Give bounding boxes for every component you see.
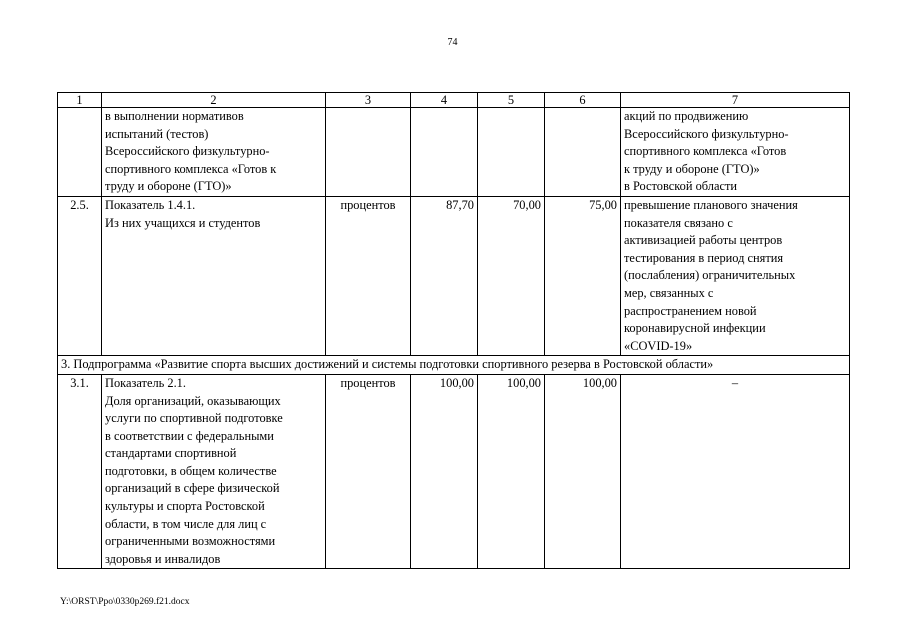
row-number: 3.1. [58,374,102,569]
explanation-cell-line: спортивного комплекса «Готов [624,144,787,159]
value-cell-col4: 100,00 [411,374,478,569]
header-cell: 7 [621,93,850,108]
page-number: 74 [447,37,458,48]
indicator-description [102,374,326,569]
table-body [58,93,850,569]
report-table [57,92,850,569]
indicator-description-line: Из них учащихся и студентов [105,215,261,230]
explanation-cell-line: «COVID-19» [624,338,693,353]
indicator-description-line: культуры и спорта Ростовской [105,499,265,514]
indicator-description-line: Показатель 2.1. [105,375,186,390]
table-row [58,108,850,197]
value-cell-col4: 87,70 [411,196,478,355]
indicator-description-line: Доля организаций, оказывающих [105,393,281,408]
unit-cell [326,108,411,197]
indicator-description-line: организаций в сфере физической [105,481,280,496]
explanation-cell-line: тестирования в период снятия [624,250,784,265]
header-cell: 6 [545,93,621,108]
explanation-cell [621,108,850,197]
value-cell-col6: 75,00 [545,196,621,355]
indicator-description [102,196,326,355]
value-cell-col5 [478,108,545,197]
section-row [58,356,850,375]
indicator-description-line: в соответствии с федеральными [105,428,274,443]
explanation-cell-line: – [731,375,739,390]
indicator-description-line: стандартами спортивной [105,446,237,461]
unit-cell: процентов [326,196,411,355]
explanation-cell-line: коронавирусной инфекции [624,321,766,336]
explanation-cell [621,196,850,355]
explanation-cell-line: показателя связано с [624,215,733,230]
header-cell: 4 [411,93,478,108]
explanation-cell-line: превышение планового значения [624,197,798,212]
table-header-row [58,93,850,108]
table-row [58,374,850,569]
explanation-cell-line: (послабления) ограничительных [624,268,796,283]
header-cell: 1 [58,93,102,108]
indicator-description-line: Показатель 1.4.1. [105,197,196,212]
indicator-description-line: услуги по спортивной подготовке [105,411,283,426]
indicator-description-line: спортивного комплекса «Готов к [105,161,277,176]
section-title: 3. Подпрограмма «Развитие спорта высших достижений и системы подготовки спортивного резерва в Ростовской области» [58,356,850,375]
indicator-description-line: подготовки, в общем количестве [105,463,277,478]
indicator-description-line: испытаний (тестов) [105,126,209,141]
value-cell-col6: 100,00 [545,374,621,569]
indicator-description-line: труду и обороне (ГТО)» [105,179,232,194]
value-cell-col5: 100,00 [478,374,545,569]
row-number: 2.5. [58,196,102,355]
explanation-cell-line: Всероссийского физкультурно- [624,126,789,141]
explanation-cell [621,374,850,569]
explanation-cell-line: акций по продвижению [624,109,749,123]
value-cell-col5: 70,00 [478,196,545,355]
indicator-description-line: здоровья и инвалидов [105,551,221,566]
explanation-cell-line: мер, связанных с [624,285,714,300]
indicator-description-line: Всероссийского физкультурно- [105,144,270,159]
table-row [58,196,850,355]
header-cell: 3 [326,93,411,108]
indicator-description [102,108,326,197]
indicator-description-line: области, в том числе для лиц с [105,516,267,531]
unit-cell: процентов [326,374,411,569]
explanation-cell-line: активизацией работы центров [624,233,783,248]
value-cell-col6 [545,108,621,197]
value-cell-col4 [411,108,478,197]
explanation-cell-line: к труду и обороне (ГТО)» [624,161,760,176]
indicator-description-line: в выполнении нормативов [105,109,244,123]
explanation-cell-line: в Ростовской области [624,179,737,194]
header-cell: 5 [478,93,545,108]
indicator-description-line: ограниченными возможностями [105,534,276,549]
file-path-footer: Y:\ORST\Ppo\0330p269.f21.docx [60,597,190,607]
explanation-cell-line: распространением новой [624,303,757,318]
row-number [58,108,102,197]
header-cell: 2 [102,93,326,108]
